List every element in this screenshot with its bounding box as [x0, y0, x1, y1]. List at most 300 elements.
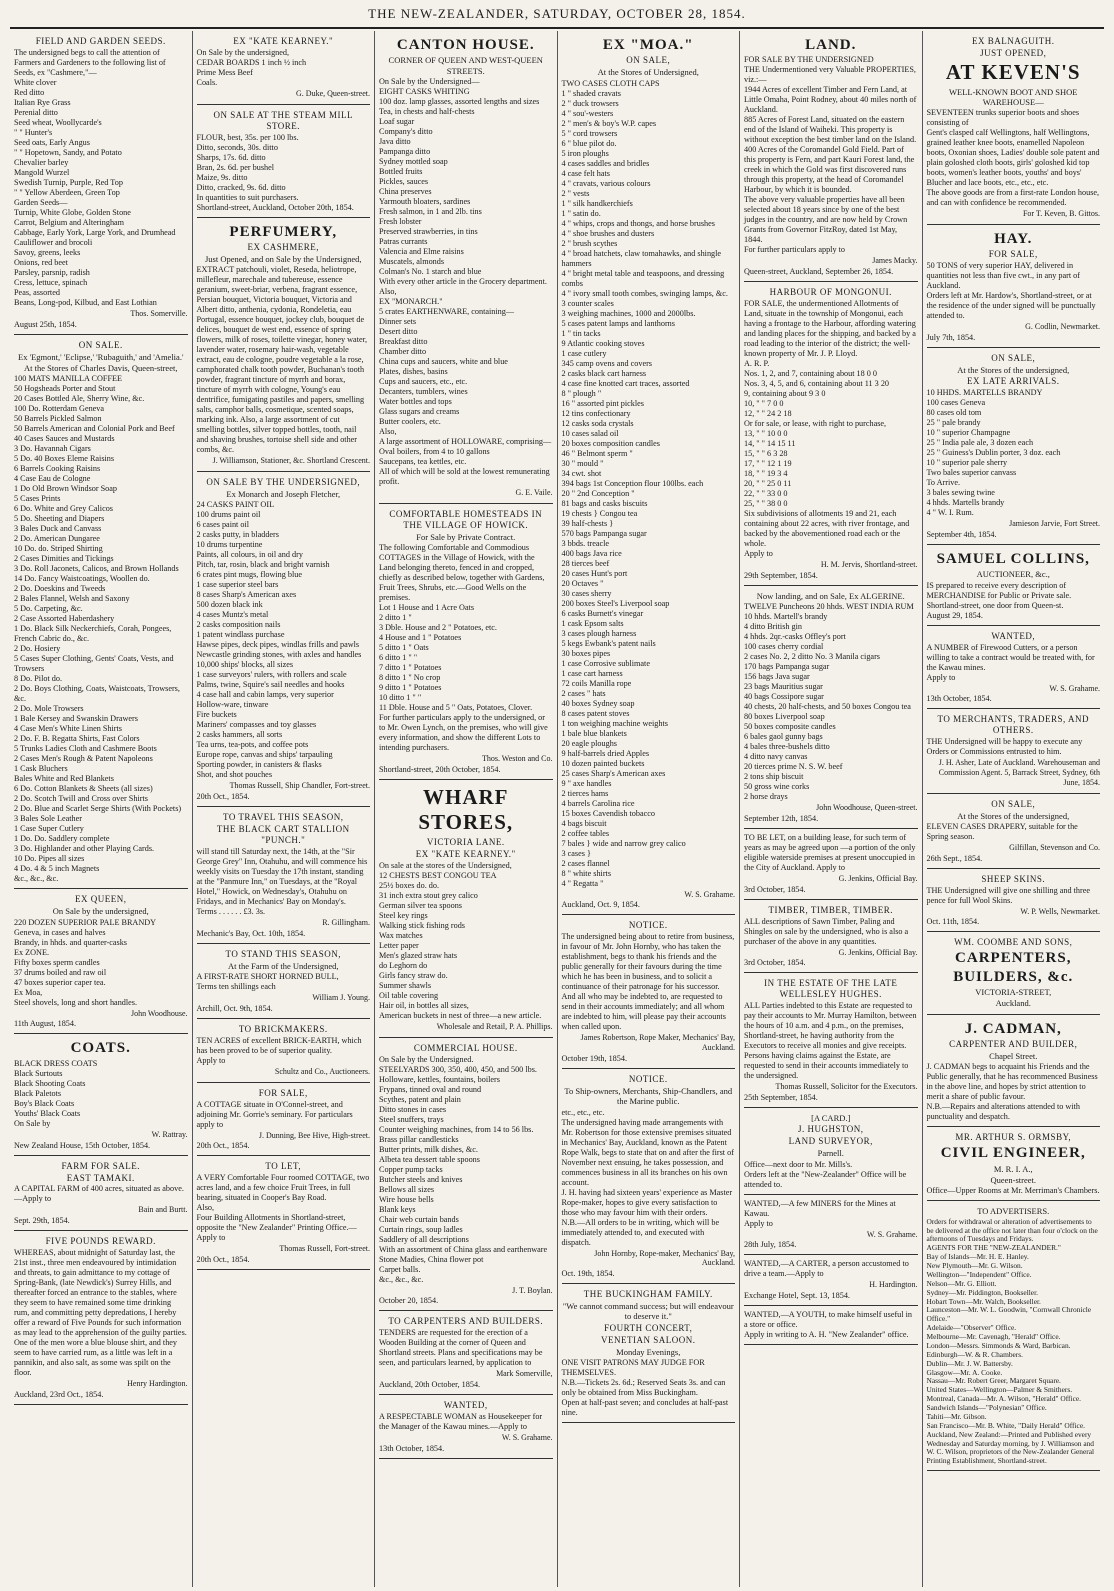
- ad-date: Archill, Oct. 9th, 1854.: [196, 1003, 273, 1013]
- ad-line: 7 bales } wide and narrow grey calico: [561, 838, 686, 848]
- advertisement: [744, 1108, 918, 1195]
- ad-line: BLACK DRESS COATS: [14, 1058, 98, 1068]
- advertisement: [744, 586, 918, 829]
- ad-line: Cress, lettuce, spinach: [14, 277, 88, 287]
- advertisement: [379, 1395, 553, 1459]
- ad-signature: W. S. Grahame.: [501, 1433, 553, 1443]
- ad-line: 2 cases No. 2, 2 ditto No. 3 Manila cigars: [744, 652, 880, 662]
- ad-line: Terms ten shillings each: [196, 982, 276, 992]
- advertisement: [744, 1195, 918, 1256]
- ad-line: China preserves: [379, 187, 432, 197]
- ad-line: 2 Do. F. B. Regatta Shirts, Fast Colors: [14, 734, 140, 744]
- ad-line: A RESPECTABLE WOMAN as Housekeeper for the Manager of the Kawau mines.—Apply to: [379, 1412, 543, 1432]
- ad-line: 400 bags Java rice: [561, 548, 622, 558]
- ad-heading: LAND SURVEYOR,: [788, 1136, 873, 1147]
- ad-line: 1 Do Old Brown Windsor Soap: [14, 484, 117, 494]
- ad-line: Apply to: [196, 1055, 226, 1065]
- ad-heading: NOTICE.: [628, 1073, 668, 1084]
- ad-line: 1 Case Super Cutlery: [14, 824, 84, 834]
- ad-heading: EX "MOA.": [602, 37, 694, 53]
- advertisement: [744, 900, 918, 974]
- ad-date: 20th Oct., 1854.: [196, 1255, 250, 1264]
- ad-line: 2 Do. Mole Trowsers: [14, 704, 84, 714]
- ad-date: 28th July, 1854.: [744, 1240, 797, 1250]
- ad-line: Glass sugars and creams: [379, 407, 460, 417]
- ad-heading: TO ADVERTISERS.: [977, 1206, 1050, 1217]
- ad-line: 37 drums boiled and raw oil: [14, 967, 107, 977]
- ad-line: THE Undermentioned very Valuable PROPERTIES, viz.:—: [744, 65, 916, 85]
- ad-line: 2 " brush scythes: [561, 238, 618, 248]
- ad-line: 46 " Belmont sperm ": [561, 448, 633, 458]
- ad-signature: Thos. Somerville.: [130, 308, 188, 318]
- ad-line: 6 Do. Cotton Blankets & Sheets (all sizes): [14, 784, 153, 794]
- ad-line: 9 half-barrels dried Apples: [561, 748, 650, 758]
- ad-line: Orders left at the "New-Zealander" Office will be attended to.: [744, 1169, 907, 1189]
- ad-line: 10 " superior pale sherry: [926, 458, 1008, 468]
- ad-line: 39 half-chests }: [561, 518, 614, 528]
- ad-heading: COMMERCIAL HOUSE.: [413, 1042, 518, 1053]
- ad-line: FLOUR, best, 35s. per 100 lbs.: [196, 132, 299, 142]
- ad-heading: FARM FOR SALE.: [61, 1160, 141, 1171]
- ad-line: 6 Barrels Cooking Raisins: [14, 464, 101, 474]
- ad-line: 5 Cases Prints: [14, 494, 61, 504]
- ad-line: Hobart Town—Mr. Walch, Bookseller.: [926, 1296, 1041, 1306]
- ad-line: Launceston—Mr. W. L. Goodwin, "Cornwall Chronicle Office.": [926, 1305, 1092, 1324]
- advertisement: [744, 829, 918, 900]
- ad-line: Bottled fruits: [379, 167, 423, 177]
- ad-line: Desert ditto: [379, 327, 418, 337]
- ad-line: 2 casks putty, in bladders: [196, 530, 279, 540]
- ad-line: 3 cases plough harness: [561, 628, 637, 638]
- ad-line: Montreal, Canada—Mr. A. Wilson, "Herald" Office.: [926, 1394, 1081, 1404]
- advertisement: [562, 915, 736, 1068]
- column-4: [558, 31, 741, 1587]
- ad-line: 15 boxes Cavendish tobacco: [561, 808, 655, 818]
- ad-line: 2 Do. Scotch Twill and Cross over Shirts: [14, 794, 148, 804]
- ad-line: Holloware, kettles, fountains, boilers: [379, 1074, 500, 1084]
- ad-line: 50 TONS of very superior HAY, delivered in quantities not less than five cwt., in any part of Auckland.: [926, 261, 1080, 291]
- ad-date: Auckland, 23rd Oct., 1854.: [14, 1389, 104, 1399]
- ad-line: 6 ditto 1 " ": [379, 653, 418, 663]
- ad-line: FOR SALE, the undermentioned Allotments of Land, situate in the township of Mongonui, each having a frontage to the Harbour, affording watering and landing places for the shipping, and backed by a road leading to the interior of the district; the well-known property of Mr. J. P. Lloyd.: [744, 299, 916, 359]
- ad-line: 50 Hogsheads Porter and Stout: [14, 384, 116, 394]
- ad-line: 2 Do. Hosiery: [14, 644, 61, 654]
- ad-line: Maize, 9s. ditto: [196, 172, 248, 182]
- ad-line: Patras currants: [379, 237, 428, 247]
- ad-line: " " Yellow Aberdeen, Green Top: [14, 187, 120, 197]
- ad-line: 2 Do. Blue and Scarlet Serge Shirts (With Pockets): [14, 804, 182, 814]
- ad-line: 1 case cart harness: [561, 668, 623, 678]
- ad-line: Carrot, Belgium and Alteringham: [14, 217, 125, 227]
- ad-line: 3 Do. Havannah Cigars: [14, 444, 91, 454]
- ad-line: 19 chests } Congou tea: [561, 508, 638, 518]
- ad-line: Fresh salmon, in 1 and 2lb. tins: [379, 207, 482, 217]
- ad-line: 1 Do. Do. Saddlery complete: [14, 834, 110, 844]
- ad-line: Office—next door to Mr. Mills's.: [744, 1159, 853, 1169]
- ad-line: Curtain rings, soup ladles: [379, 1224, 463, 1234]
- ad-heading: CARPENTERS, BUILDERS, &c.: [953, 950, 1074, 985]
- ad-line: 15, " " 6 3 28: [744, 449, 788, 459]
- ad-heading: VENETIAN SALOON.: [601, 1334, 696, 1345]
- ad-signature: James Macky.: [872, 256, 918, 266]
- ad-date: 20th Oct., 1854.: [196, 792, 250, 802]
- ad-date: Queen-street, Auckland, September 26, 1854.: [744, 267, 894, 277]
- advertisement: [927, 794, 1101, 869]
- ad-line: 1 case superior steel bars: [196, 580, 279, 590]
- advertisement: [197, 1083, 371, 1157]
- ad-line: J. CADMAN begs to acquaint his Friends and the Public generally, that he has recommenced Business in the above line, and hopes by strict attention to merit a share of public favour.: [926, 1062, 1098, 1102]
- ad-line: Shortland-street, one door from Queen-st.: [926, 600, 1064, 610]
- ad-heading: CIVIL ENGINEER,: [940, 1145, 1086, 1162]
- ad-line: 30 " mould ": [561, 458, 604, 468]
- ad-line: Walking stick fishing rods: [379, 920, 465, 930]
- ad-line: 50 boxes composite candles: [744, 722, 836, 732]
- ad-line: Terms . . . . . . £3. 3s.: [196, 907, 266, 917]
- ad-line: 6 " blue pilot do.: [561, 138, 617, 148]
- ad-line: 4 " broad hatchets, claw tomahawks, and shingle hammers: [561, 248, 722, 268]
- ad-line: WANTED,—A YOUTH, to make himself useful in a store or office.: [744, 1310, 912, 1330]
- ad-signature: Henry Hardington.: [127, 1379, 188, 1389]
- ad-line: Apply to: [744, 1218, 773, 1228]
- ad-line: Swedish Turnip, Purple, Red Top: [14, 177, 123, 187]
- ad-line: 5 crates EARTHENWARE, containing—: [379, 307, 515, 317]
- ad-heading: On Sale by the undersigned,: [52, 906, 149, 917]
- ad-line: Company's ditto: [379, 127, 433, 137]
- ad-line: 4 " shoe brushes and dusters: [561, 228, 655, 238]
- ad-date: Oct. 19th, 1854.: [561, 1269, 615, 1279]
- ad-heading: THE BUCKINGHAM FAMILY.: [583, 1289, 713, 1300]
- ad-heading: [A CARD.]: [811, 1113, 851, 1124]
- ad-line: 2 tierces hams: [561, 788, 609, 798]
- ad-date: 3rd October, 1854.: [744, 884, 806, 894]
- ad-line: Italian Rye Grass: [14, 97, 71, 107]
- ad-date: Oct. 11th, 1854.: [926, 917, 980, 927]
- ad-line: TENDERS are requested for the erection of a Wooden Building at the corner of Queen and Shortland streets. Plans and specifications may be seen, and particulars learned, by application to: [379, 1328, 543, 1368]
- ad-line: Garden Seeds—: [14, 197, 68, 207]
- ad-line: 2 Cases Dimities and Tickings: [14, 554, 114, 564]
- ad-line: Butter prints, milk dishes, &c.: [379, 1144, 478, 1154]
- ad-line: 4 bales three-bushels ditto: [744, 742, 830, 752]
- ad-line: 4 " W. I. Rum.: [926, 508, 974, 518]
- ad-line: 1 patent windlass purchase: [196, 630, 285, 640]
- ad-line: 6 cases paint oil: [196, 520, 250, 530]
- ad-line: Sporting powder, in canisters & flasks: [196, 760, 322, 770]
- ad-line: TWELVE Puncheons 20 hhds. WEST INDIA RUM: [744, 602, 914, 612]
- ad-line: 5 Cases Super Clothing, Gents' Coats, Vests, and Trowsers: [14, 654, 174, 674]
- ad-line: 20 Cases Bottled Ale, Sherry Wine, &c.: [14, 394, 145, 404]
- ad-line: Red ditto: [14, 87, 45, 97]
- advertisement: [197, 944, 371, 1019]
- ad-line: Loaf sugar: [379, 117, 415, 127]
- ad-signature: J. T. Boylan.: [512, 1285, 553, 1295]
- ad-line: 2 Do. Doeskins and Tweeds: [14, 584, 106, 594]
- ad-line: With every other article in the Grocery department.: [379, 277, 547, 287]
- ad-line: will stand till Saturday next, the 14th, at the "Sir George Grey" Inn, Otahuhu, and will commence his weekly visits on Tuesday the 17th instant, standing at the "Panmure Inn," on Tuesdays, at the "Royal Hotel," Howick, on Wednesday's, Otahuhu on Fridays, and in Mechanics' Bay on Monday's.: [196, 847, 368, 907]
- ad-heading: EX BALNAGUITH.: [972, 36, 1055, 46]
- advertisement-columns: [10, 31, 1104, 1587]
- ad-line: 1 " silk handkerchiefs: [561, 198, 633, 208]
- ad-line: 1 case surveyors' rulers, with rollers and scale: [196, 670, 347, 680]
- ad-line: German silver tea spoons: [379, 900, 462, 910]
- ad-line: 2 Bales Flannel, Welsh and Saxony: [14, 594, 130, 604]
- ad-line: Cups and saucers, etc., etc.: [379, 377, 468, 387]
- ad-signature: Schultz and Co., Auctioneers.: [274, 1066, 370, 1076]
- ad-line: 4 case hall and cabin lamps, very superior: [196, 690, 334, 700]
- ad-line: Office—Upper Rooms at Mr. Merriman's Chambers.: [926, 1186, 1100, 1196]
- ad-line: With an assortment of China glass and earthenware: [379, 1244, 548, 1254]
- ad-line: All of which will be sold at the lowest remunerating profit.: [379, 467, 550, 487]
- ad-date: Shortland-street, Auckland, October 20th, 1854.: [196, 202, 354, 212]
- ad-signature: For T. Keven, B. Gittos.: [1022, 209, 1100, 219]
- ad-line: The above very valuable properties have all been selected about 18 years since by one of the best judges in the country, and are now held by Crown Grants from Governor FitzRoy, dated 1st May, 1844.: [744, 195, 908, 245]
- ad-line: Dinner sets: [379, 317, 417, 327]
- ad-signature: James Robertson, Rope Maker, Mechanics' Bay, Auckland.: [580, 1033, 735, 1053]
- ad-line: Black Shooting Coats: [14, 1078, 86, 1088]
- ad-signature: W. S. Grahame.: [866, 1229, 918, 1239]
- ad-line: The undersigned begs to call the attention of Farmers and Gardeners to the following list of Seeds, ex "Cashmere,"—: [14, 47, 166, 77]
- ad-line: Butter coolers, etc.: [379, 417, 441, 427]
- ad-line: Shot, and shot pouches: [196, 770, 273, 780]
- ad-line: Ditto, cracked, 9s. 6d. ditto: [196, 182, 286, 192]
- ad-line: 23 bags Mauritius sugar: [744, 682, 823, 692]
- ad-line: 3 Do. Highlander and other Playing Cards.: [14, 844, 155, 854]
- advertisement: [14, 335, 188, 890]
- ad-line: 20 cases Hunt's port: [561, 568, 628, 578]
- ad-line: 40 boxes Sydney soap: [561, 698, 635, 708]
- ad-line: Brass pillar candlesticks: [379, 1134, 459, 1144]
- ad-line: Glasgow—Mr. A. Cooke.: [926, 1367, 1003, 1377]
- ad-line: 3 bbds. treacle: [561, 538, 610, 548]
- ad-line: On Sale by: [14, 1118, 51, 1128]
- ad-line: 4 cases saddles and bridles: [561, 158, 650, 168]
- advertisement: [379, 31, 553, 504]
- advertisement: [927, 1127, 1101, 1201]
- ad-line: WANTED,—A few MINERS for the Mines at Kawau.: [744, 1198, 896, 1218]
- ad-line: To Arrive.: [926, 478, 961, 488]
- ad-line: Wire house bells: [379, 1194, 434, 1204]
- ad-line: 10 HHDS. MARTELLS BRANDY: [926, 388, 1043, 398]
- ad-date: 11th August, 1854.: [14, 1019, 77, 1029]
- ad-date: 29th September, 1854.: [744, 570, 818, 580]
- ad-line: 47 boxes superior caper tea.: [14, 977, 106, 987]
- ad-line: Or for sale, or lease, with right to purchase,: [744, 419, 887, 429]
- ad-line: Europe rope, canvas and ships' tarpauling: [196, 750, 333, 760]
- ad-line: 9 Atlantic cooking stoves: [561, 338, 645, 348]
- ad-line: 8 ditto 1 " No crop: [379, 673, 441, 683]
- ad-line: 12 tins confectionary: [561, 408, 631, 418]
- ad-signature: Jamieson Jarvie, Fort Street.: [1009, 519, 1100, 529]
- ad-line: A large assortment of HOLLOWARE, comprising—: [379, 437, 552, 447]
- ad-line: Decanters, tumblers, wines: [379, 387, 468, 397]
- ad-heading: Now landing, and on Sale, Ex ALGERINE.: [756, 590, 905, 601]
- advertisement: [744, 282, 918, 586]
- ad-line: 5 ditto 1 " Oats: [379, 643, 429, 653]
- ad-heading: TO MERCHANTS, TRADERS, AND OTHERS.: [937, 714, 1089, 736]
- ad-line: 9 " axe handles: [561, 778, 612, 788]
- ad-line: Orders for withdrawal or alteration of advertisements to be delivered at the office not later than four o'clock on the afternoons of Tuesdays and Fridays.: [926, 1216, 1098, 1244]
- ad-line: 2 casks black cart harness: [561, 368, 647, 378]
- ad-line: Water bottles and tops: [379, 397, 452, 407]
- ad-line: 10 cases salad oil: [561, 428, 619, 438]
- ad-heading: M. R. I. A.,: [993, 1163, 1033, 1174]
- ad-line: London—Messrs. Simmonds & Ward, Barbican.: [926, 1340, 1071, 1350]
- ad-line: 72 coils Manilla rope: [561, 678, 632, 688]
- ad-line: &c., &c., &c.: [379, 1274, 424, 1284]
- ad-line: Tea urns, tea-pots, and coffee pots: [196, 740, 309, 750]
- ad-heading: To Ship-owners, Merchants, Ship-Chandlers, and the Marine public.: [564, 1085, 733, 1107]
- ad-line: 5 Do. Carpeting, &c.: [14, 604, 83, 614]
- ad-line: Black Paletots: [14, 1088, 62, 1098]
- ad-date: New Zealand House, 15th October, 1854.: [14, 1140, 151, 1150]
- ad-line: 4 ditto navy canvas: [744, 752, 808, 762]
- advertisement: [14, 1034, 188, 1155]
- ad-date: July 7th, 1854.: [926, 333, 976, 343]
- ad-line: Men's glazed straw hats: [379, 950, 458, 960]
- ad-line: 2 cases " hats: [561, 688, 606, 698]
- ad-line: 5 iron ploughs: [561, 148, 609, 158]
- ad-line: Summer shawls: [379, 980, 432, 990]
- advertisement: [927, 348, 1101, 545]
- ad-line: 4 hhds. 2qr.-casks Offley's port: [744, 632, 846, 642]
- ad-heading: At the Stores of the undersigned,: [957, 810, 1070, 821]
- ad-heading: EX LATE ARRIVALS.: [966, 376, 1060, 387]
- ad-signature: W. S. Grahame.: [1049, 683, 1100, 693]
- ad-line: For further particulars apply to the undersigned, or to Mr. Owen Lynch, on the premises, who will give every information, and show the different Lots to intending purchasers.: [379, 713, 548, 753]
- ad-line: IS prepared to receive every description of MERCHANDISE for Public or Private sale.: [926, 580, 1072, 600]
- ad-signature: Thomas Russell, Fort-street.: [279, 1244, 370, 1254]
- ad-line: Savoy, greens, leeks: [14, 247, 81, 257]
- ad-line: Colman's No. 1 starch and blue: [379, 267, 482, 277]
- ad-line: 10, " " 7 0 0: [744, 399, 784, 409]
- ad-line: On Sale by the Undersigned.: [379, 1054, 474, 1064]
- ad-line: Persons having claims against the Estate, are requested to send in their accounts immediately to the undersigned.: [744, 1051, 909, 1081]
- ad-line: THE Undersigned will give one shilling and three pence for full Wool Skins.: [926, 885, 1090, 905]
- ad-line: The following Comfortable and Commodious COTTAGES in the Village of Howick, with the Land belonging thereto, fenced in and cropped, chiefly as described below, together with Gardens, Fruit Trees, Shrubs, etc.—Good Wells on the premises.: [379, 543, 545, 603]
- ad-line: Gent's clasped calf Wellingtons, half Wellingtons, grained leather knee boots, enamelled Napoleon boots, Oxonian shoes, Ladies' double sole patent and plain goloshed cloth boots, girls' goloshed kid top boots, women's leather boots, youths' and boys' Blucher and lace boots, etc., etc., etc.: [926, 128, 1100, 188]
- ad-line: 34 cwt. shot: [561, 468, 602, 478]
- ad-line: 2 ditto 1 ": [379, 613, 412, 623]
- ad-heading: TO LET,: [265, 1161, 302, 1172]
- ad-date: 20th Oct., 1854.: [196, 1141, 250, 1151]
- ad-heading: THE BLACK CART STALLION "PUNCH.": [216, 824, 350, 846]
- ad-line: 6 Do. White and Grey Calicos: [14, 504, 113, 514]
- ad-heading: ON SALE,: [991, 353, 1036, 364]
- ad-heading: LAND.: [805, 37, 857, 53]
- ad-line: 1 Do. Black Silk Neckerchiefs, Corah, Pongees, French Cabric do., &c.: [14, 624, 172, 644]
- ad-line: Steel shovels, long and short handles.: [14, 997, 138, 1007]
- ad-line: 2 cases flannel: [561, 858, 610, 868]
- ad-heading: ON SALE.: [78, 339, 123, 350]
- ad-line: Wellington—"Independent" Office.: [926, 1269, 1032, 1279]
- advertisement: [562, 1284, 736, 1423]
- ad-signature: G. Jenkins, Official Bay.: [838, 947, 918, 957]
- ad-line: 25, " " 38 0 0: [744, 499, 788, 509]
- ad-heading: SHEEP SKINS.: [981, 873, 1046, 884]
- ad-line: 12 casks soda crystals: [561, 418, 634, 428]
- ad-line: 1 case Corrosive sublimate: [561, 658, 650, 668]
- ad-line: 3 weighing machines, 1000 and 2000lbs.: [561, 308, 696, 318]
- ad-heading: Monday Evenings,: [616, 1346, 681, 1357]
- ad-date: Sept. 29th, 1854.: [14, 1216, 70, 1226]
- ad-line: Mangold Wurzel: [14, 167, 70, 177]
- ad-line: Steel snuffers, trays: [379, 1114, 444, 1124]
- ad-date: Mechanic's Bay, Oct. 10th, 1854.: [196, 928, 306, 938]
- ad-line: A NUMBER of Firewood Cutters, or a person willing to take a contract would be treated with, for the Kawau mines.: [926, 642, 1095, 672]
- ad-line: 8 Do. Pilot do.: [14, 674, 62, 684]
- advertisement: [744, 973, 918, 1108]
- ad-line: Palms, twine, Squire's sail needles and hooks: [196, 680, 345, 690]
- ad-line: 18, " " 19 3 4: [744, 469, 788, 479]
- ad-line: Open at half-past seven; and concludes at half-past nine.: [561, 1398, 729, 1418]
- ad-date: August 29, 1854.: [926, 610, 983, 620]
- ad-line: 17, " " 12 1 19: [744, 459, 792, 469]
- ad-line: Melbourne—Mr. Cavenagh, "Herald" Office.: [926, 1332, 1061, 1342]
- ad-line: 400 Acres of the Coromandel Gold Field. Part of this property is Fern, and part Kauri Forest land, the creek in which the Gold was first discovered runs through this property, at the head of Coromandel Harbour, by which it is bounded.: [744, 145, 915, 195]
- ad-line: 570 bags Pampanga sugar: [561, 528, 647, 538]
- ad-date: Shortland-street, 20th October, 1854.: [379, 764, 501, 774]
- ad-line: On Sale by the undersigned,: [196, 47, 290, 57]
- ad-line: Albeta tea dessert table spoons: [379, 1154, 480, 1164]
- ad-line: Plates, dishes, basins: [379, 367, 448, 377]
- ad-line: TWO CASES CLOTH CAPS: [561, 78, 660, 88]
- ad-line: Oil table covering: [379, 990, 439, 1000]
- ad-line: For further particulars apply to: [744, 245, 845, 255]
- ad-heading: EX QUEEN,: [75, 894, 127, 905]
- ad-line: Bay of Islands—Mr. H. E. Hanley.: [926, 1252, 1029, 1262]
- ad-line: A VERY Comfortable Four roomed COTTAGE, two acres land, and a few choice Fruit Trees, in full bearing, situated in Cooper's Bay Road.: [196, 1173, 370, 1203]
- ad-line: 5 Do. Sheeting and Diapers: [14, 514, 105, 524]
- ad-line: Nos. 3, 4, 5, and 6, containing about 11 3 20: [744, 379, 890, 389]
- ad-line: ELEVEN CASES DRAPERY, suitable for the Spring season.: [926, 821, 1078, 841]
- ad-line: 10 " superior Champagne: [926, 428, 1011, 438]
- ad-line: Fire buckets: [196, 710, 237, 720]
- advertisement: [197, 1019, 371, 1083]
- ad-line: 3 counter scales: [561, 298, 614, 308]
- ad-heading: EX CASHMERE,: [247, 241, 319, 252]
- ad-line: 4 case felt hats: [561, 168, 610, 178]
- advertisement: [927, 545, 1101, 626]
- ad-heading: CANTON HOUSE.: [396, 37, 535, 53]
- ad-line: 14, " " 14 15 11: [744, 439, 796, 449]
- ad-line: 100 drums paint oil: [196, 510, 261, 520]
- ad-line: 3 Bales Duck and Canvass: [14, 524, 102, 534]
- ad-line: Brandy, in hhds. and quarter-casks: [14, 937, 127, 947]
- ad-heading: TO STAND THIS SEASON,: [225, 948, 341, 959]
- ad-line: 4 House and 1 " Potatoes: [379, 633, 462, 643]
- ad-line: 4 barrels Carolina rice: [561, 798, 635, 808]
- advertisement: [197, 31, 371, 105]
- ad-line: United States—Wellington—Palmer & Smithers.: [926, 1385, 1073, 1395]
- ad-line: Saddlery of all descriptions: [379, 1234, 469, 1244]
- ad-signature: John Hornby, Rope-maker, Mechanics' Bay, Auckland.: [594, 1248, 735, 1268]
- ad-line: Breakfast ditto: [379, 337, 428, 347]
- ad-line: " " Hopetown, Sandy, and Potato: [14, 147, 122, 157]
- ad-signature: Thomas Russell, Ship Chandler, Fort-street.: [229, 781, 370, 791]
- ad-line: Letter paper: [379, 940, 419, 950]
- ad-heading: WELL-KNOWN BOOT AND SHOE WAREHOUSE—: [948, 86, 1078, 107]
- advertisement: [744, 31, 918, 282]
- ad-line: Ditto stones in cases: [379, 1104, 447, 1114]
- ad-line: Hair oil, in bottles all sizes,: [379, 1000, 469, 1010]
- ad-line: Apply in writing to A. H. "New Zealander" office.: [744, 1330, 909, 1340]
- ad-date: Auckland, 20th October, 1854.: [379, 1380, 481, 1390]
- ad-heading: WANTED,: [443, 1400, 488, 1411]
- ad-line: 3 Dble. House and 2 " Potatoes, etc.: [379, 623, 497, 633]
- ad-line: Sydney—Mr. Piddington, Bookseller.: [926, 1287, 1038, 1297]
- ad-heading: TO BRICKMAKERS.: [238, 1023, 328, 1034]
- ad-line: J. H. having had sixteen years' experience as Master Rope-maker, hopes to give every satisfaction to those who may favour him with their orders.: [561, 1187, 733, 1217]
- ad-line: 220 DOZEN SUPERIOR PALE BRANDY: [14, 917, 157, 927]
